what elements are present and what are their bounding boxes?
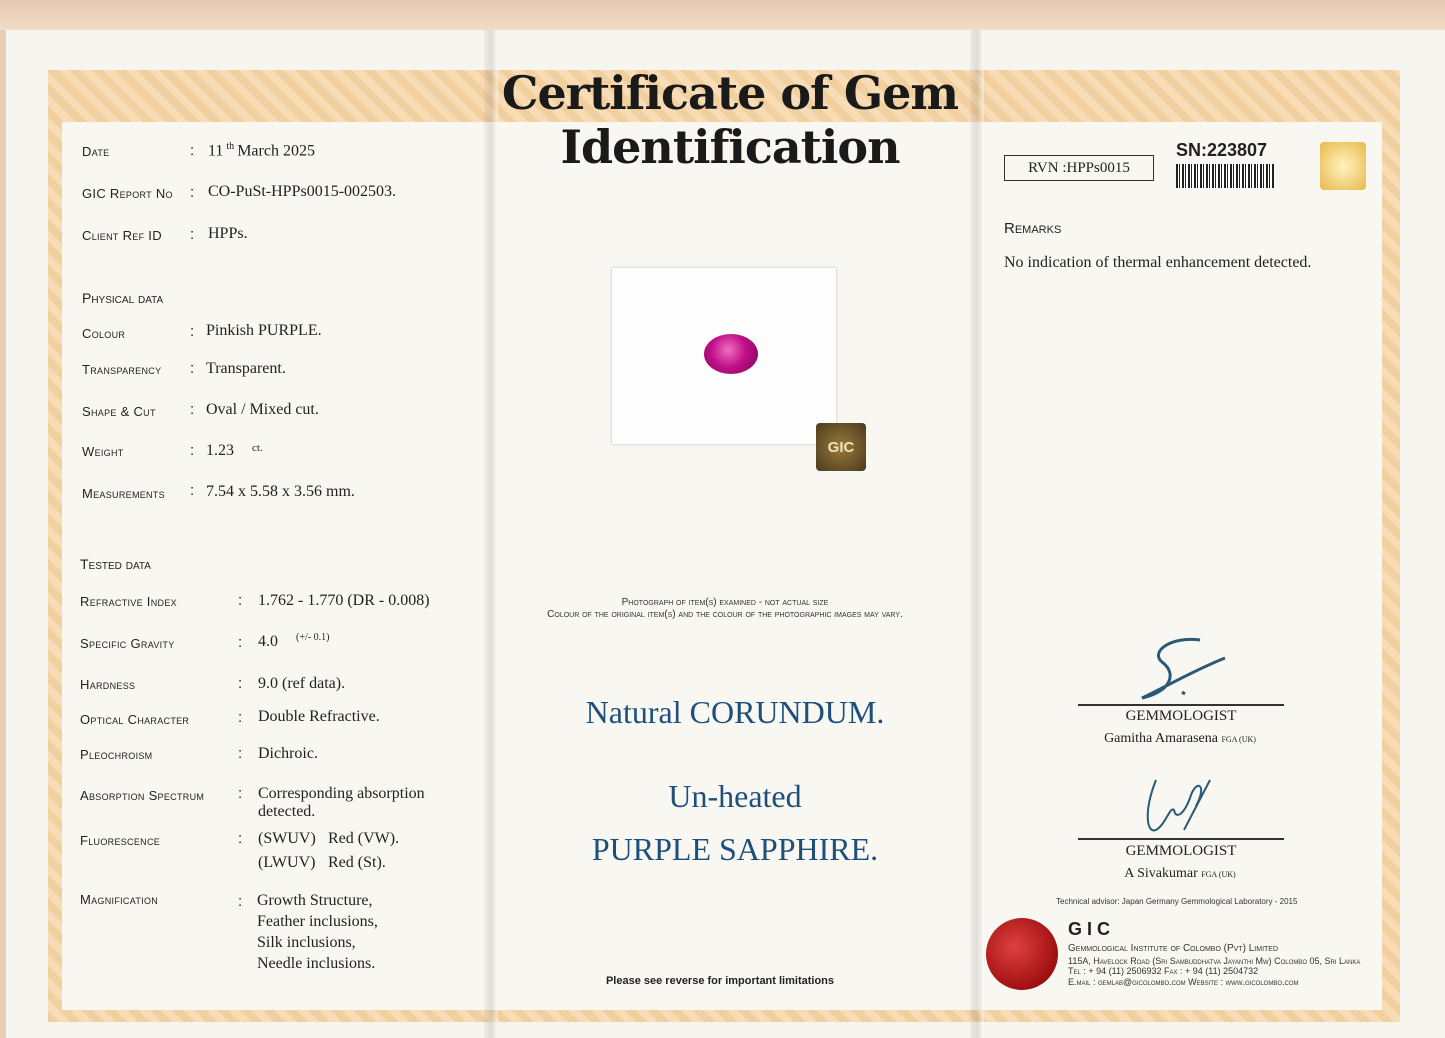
signature-line-1 bbox=[1078, 704, 1284, 706]
gic-logo: GIC bbox=[1068, 919, 1116, 939]
fold-line-right bbox=[970, 30, 984, 1038]
weight-value: 1.23 bbox=[206, 442, 234, 459]
institute-address: 115A, Havelock Road (Sri Sambuddhatva Jayanthi Mw) Colombo 05, Sri Lanka bbox=[1068, 956, 1361, 966]
gemmologist-2-title: GEMMOLOGIST bbox=[1125, 843, 1237, 859]
institute-email: E.mail : gemlab@gicolombo.com Website : www.gicolombo.com bbox=[1068, 977, 1299, 987]
magnification-line: Feather inclusions, bbox=[257, 913, 378, 930]
report-label: GIC Report No bbox=[82, 186, 173, 201]
shape-label: Shape & Cut bbox=[82, 404, 156, 419]
fluorescence-lw: (LWUV) bbox=[258, 854, 316, 871]
barcode bbox=[1176, 164, 1274, 188]
hardness-label: Hardness bbox=[80, 677, 136, 692]
pleochroism-value: Dichroic. bbox=[258, 745, 318, 762]
date-value: 11 $^{th}$ March 2025 bbox=[208, 141, 315, 160]
weight-unit: ct. bbox=[252, 442, 263, 454]
magnification-line: Needle inclusions. bbox=[257, 955, 376, 972]
remarks-header: Remarks bbox=[1004, 220, 1062, 237]
fluorescence-sw-value: Red (VW). bbox=[328, 830, 400, 847]
species: Natural CORUNDUM. bbox=[585, 694, 885, 730]
technical-advisor: Technical advisor: Japan Germany Gemmological Laboratory - 2015 bbox=[1056, 897, 1298, 906]
transparency-label: Transparency bbox=[82, 362, 162, 377]
institute-phone: Tel : + 94 (11) 2506932 Fax : + 94 (11) 2504732 bbox=[1068, 966, 1259, 976]
fluorescence-label: Fluorescence bbox=[80, 833, 161, 848]
optical-value: Double Refractive. bbox=[258, 708, 380, 725]
physical-data-header: Physical data bbox=[82, 290, 164, 306]
ri-value: 1.762 - 1.770 (DR - 0.008) bbox=[258, 592, 430, 609]
magnification-line: Growth Structure, bbox=[257, 892, 373, 909]
gemmologist-2-name: A Sivakumar FGA (UK) bbox=[1124, 866, 1236, 881]
magnification-label: Magnification bbox=[80, 892, 159, 907]
institute-name: Gemmological Institute of Colombo (Pvt) Limited bbox=[1068, 943, 1279, 954]
certificate-title: Certificate of Gem Identification bbox=[501, 66, 959, 174]
transparency-value: Transparent. bbox=[206, 360, 286, 377]
fluorescence-lw-value: Red (St). bbox=[328, 854, 386, 871]
ri-label: Refractive Index bbox=[80, 594, 177, 609]
hardness-value: 9.0 (ref data). bbox=[258, 675, 346, 692]
signature-line-2 bbox=[1078, 838, 1284, 840]
gemmologist-1-title: GEMMOLOGIST bbox=[1125, 708, 1237, 724]
wax-seal bbox=[986, 918, 1058, 990]
date-label: Date bbox=[82, 144, 110, 159]
signature-1 bbox=[1130, 632, 1230, 704]
measurements-label: Measurements bbox=[82, 486, 165, 501]
fluorescence-sw: (SWUV) bbox=[258, 830, 316, 847]
serial-number: SN:223807 bbox=[1176, 140, 1268, 160]
photo-caption-2: Colour of the original item(s) and the colour of the photographic images may vary. bbox=[547, 609, 903, 620]
gemmologist-1-name: Gamitha Amarasena FGA (UK) bbox=[1104, 731, 1256, 746]
colour-label: Colour bbox=[82, 326, 126, 341]
tested-data-header: Tested data bbox=[80, 556, 151, 572]
absorption-value-2: detected. bbox=[258, 803, 316, 820]
magnification-line: Silk inclusions, bbox=[257, 934, 356, 951]
absorption-label: Absorption Spectrum bbox=[80, 788, 205, 803]
fold-line-left bbox=[484, 30, 498, 1038]
pleochroism-label: Pleochroism bbox=[80, 747, 153, 762]
measurements-value: 7.54 x 5.58 x 3.56 mm. bbox=[206, 483, 355, 500]
client-value: HPPs. bbox=[208, 225, 248, 242]
photo-caption-1: Photograph of item(s) examined - not actual size bbox=[621, 597, 829, 608]
shape-value: Oval / Mixed cut. bbox=[206, 401, 319, 418]
treatment: Un-heated bbox=[668, 778, 802, 814]
sg-value: 4.0 bbox=[258, 633, 278, 650]
gem-image bbox=[704, 334, 758, 374]
scan-background bbox=[0, 0, 1445, 30]
client-label: Client Ref ID bbox=[82, 228, 162, 243]
sg-tolerance: (+/- 0.1) bbox=[296, 632, 330, 643]
weight-label: Weight bbox=[82, 444, 124, 459]
absorption-value-1: Corresponding absorption bbox=[258, 785, 425, 802]
limitations-note: Please see reverse for important limitations bbox=[605, 975, 835, 987]
hologram-sticker bbox=[1320, 142, 1366, 190]
variety: PURPLE SAPPHIRE. bbox=[591, 831, 879, 867]
colour-value: Pinkish PURPLE. bbox=[206, 322, 322, 339]
signature-2 bbox=[1140, 770, 1220, 838]
report-value: CO-PuSt-HPPs0015-002503. bbox=[208, 183, 397, 200]
sg-label: Specific Gravity bbox=[80, 636, 175, 651]
gic-hologram-badge: GIC bbox=[816, 423, 866, 471]
rvn-box: RVN :HPPs0015 bbox=[1004, 155, 1154, 181]
optical-label: Optical Character bbox=[80, 712, 190, 727]
remarks-text: No indication of thermal enhancement detected. bbox=[1004, 254, 1312, 271]
